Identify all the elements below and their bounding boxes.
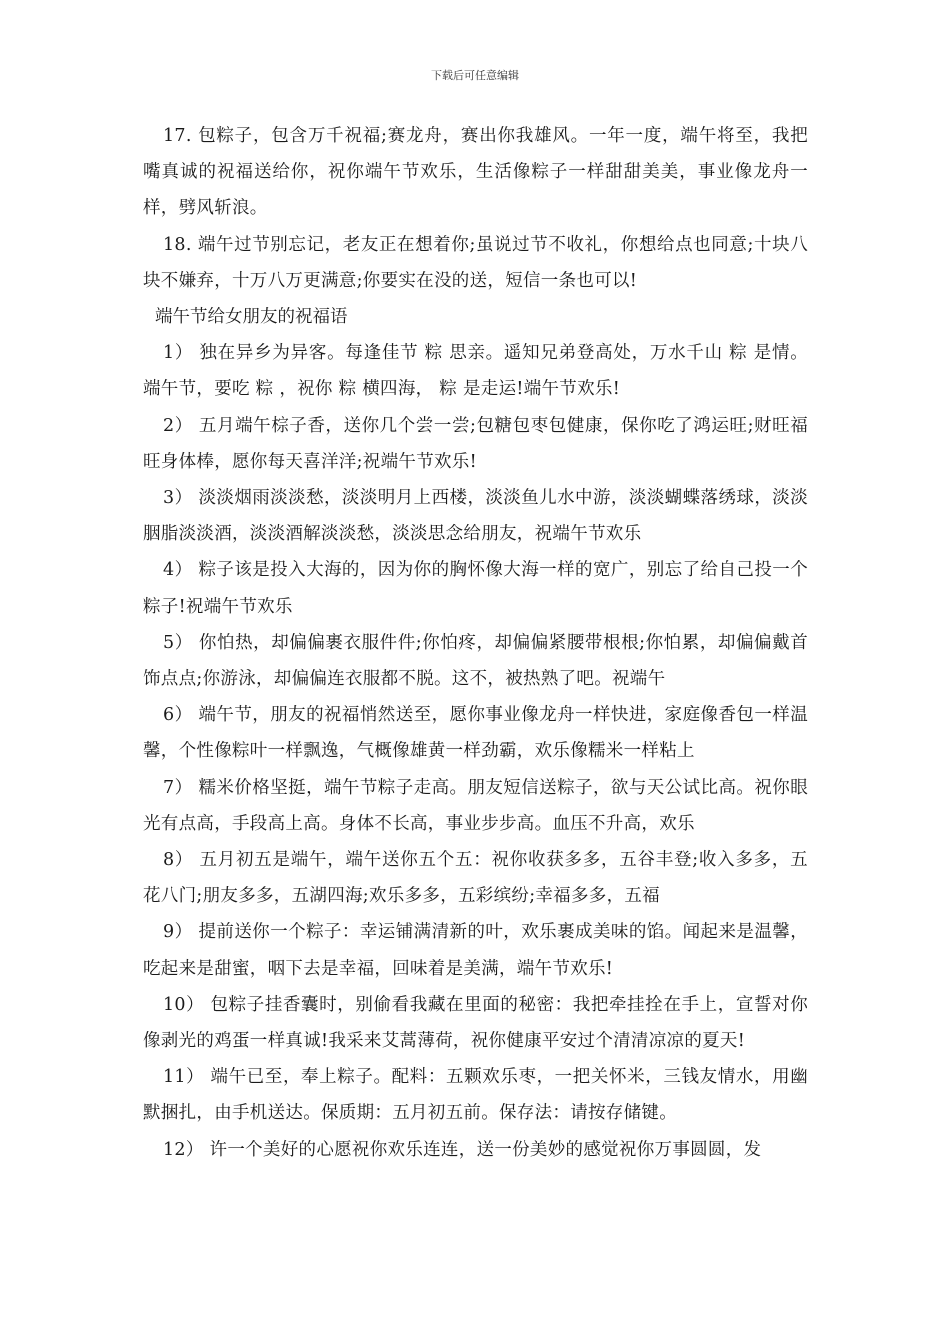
list-item-4: 4） 粽子该是投入大海的，因为你的胸怀像大海一样的宽广，别忘了给自己投一个粽子!祝端午节欢乐 <box>143 560 808 617</box>
list-item-5: 5） 你怕热，却偏偏裹衣服件件;你怕疼，却偏偏紧腰带根根;你怕累，却偏偏戴首饰点点;你游泳，却偏偏连衣服都不脱。这不，被热熟了吧。祝端午 <box>143 632 808 690</box>
list-item-2: 2） 五月端午棕子香，送你几个尝一尝;包糖包枣包健康，保你吃了鸿运旺;财旺福旺身体棒，愿你每天喜洋洋;祝端午节欢乐! <box>143 415 808 472</box>
list-item-6: 6） 端午节，朋友的祝福悄然送至，愿你事业像龙舟一样快进，家庭像香包一样温馨，个性像粽叶一样飘逸，气概像雄黄一样劲霸，欢乐像糯米一样粘上 <box>143 705 808 762</box>
paragraph-17: 17. 包粽子，包含万千祝福;赛龙舟，赛出你我雄风。一年一度，端午将至，我把嘴真诚的祝福送给你，祝你端午节欢乐，生活像粽子一样甜甜美美，事业像龙舟一样，劈风斩浪。 <box>143 126 808 219</box>
list-item-3: 3） 淡淡烟雨淡淡愁，淡淡明月上西楼，淡淡鱼儿水中游，淡淡蝴蝶落绣球，淡淡胭脂淡淡酒，淡淡酒解淡淡愁，淡淡思念给朋友，祝端午节欢乐 <box>143 488 808 545</box>
list-item-11: 11） 端午已至，奉上粽子。配料：五颗欢乐枣，一把关怀米，三钱友情水，用幽默捆扎，由手机送达。保质期：五月初五前。保存法：请按存储键。 <box>143 1067 808 1124</box>
list-item-8: 8） 五月初五是端午，端午送你五个五：祝你收获多多，五谷丰登;收入多多，五花八门;朋友多多，五湖四海;欢乐多多，五彩缤纷;幸福多多，五福 <box>143 850 808 907</box>
section-heading: 端午节给女朋友的祝福语 <box>155 307 348 328</box>
list-item-12: 12） 许一个美好的心愿祝你欢乐连连，送一份美妙的感觉祝你万事圆圆，发 <box>163 1139 762 1160</box>
list-item-10: 10） 包粽子挂香囊时，别偷看我藏在里面的秘密：我把牵挂拴在手上，宣誓对你像剥光的鸡蛋一样真诚!我采来艾蒿薄荷，祝你健康平安过个清清凉凉的夏天! <box>143 994 808 1052</box>
document-body <box>143 118 808 1168</box>
paragraph-18: 18. 端午过节别忘记，老友正在想着你;虽说过节不收礼，你想给点也同意;十块八块不嫌弃，十万八万更满意;你要实在没的送，短信一条也可以! <box>143 234 808 291</box>
list-item-1: 1） 独在异乡为异客。每逢佳节 粽 思亲。遥知兄弟登高处，万水千山 粽 是情。端午节，要吃 粽 ，祝你 粽 横四海， 粽 是走运!端午节欢乐! <box>143 343 808 400</box>
page-header: 下载后可任意编辑 <box>431 69 519 82</box>
list-item-7: 7） 糯米价格坚挺，端午节粽子走高。朋友短信送粽子，欲与天公试比高。祝你眼光有点高，手段高上高。身体不长高，事业步步高。血压不升高，欢乐 <box>143 777 808 834</box>
list-item-9: 9） 提前送你一个粽子：幸运铺满清新的叶，欢乐裹成美味的馅。闻起来是温馨，吃起来是甜蜜，咽下去是幸福，回味着是美满，端午节欢乐! <box>143 922 808 979</box>
